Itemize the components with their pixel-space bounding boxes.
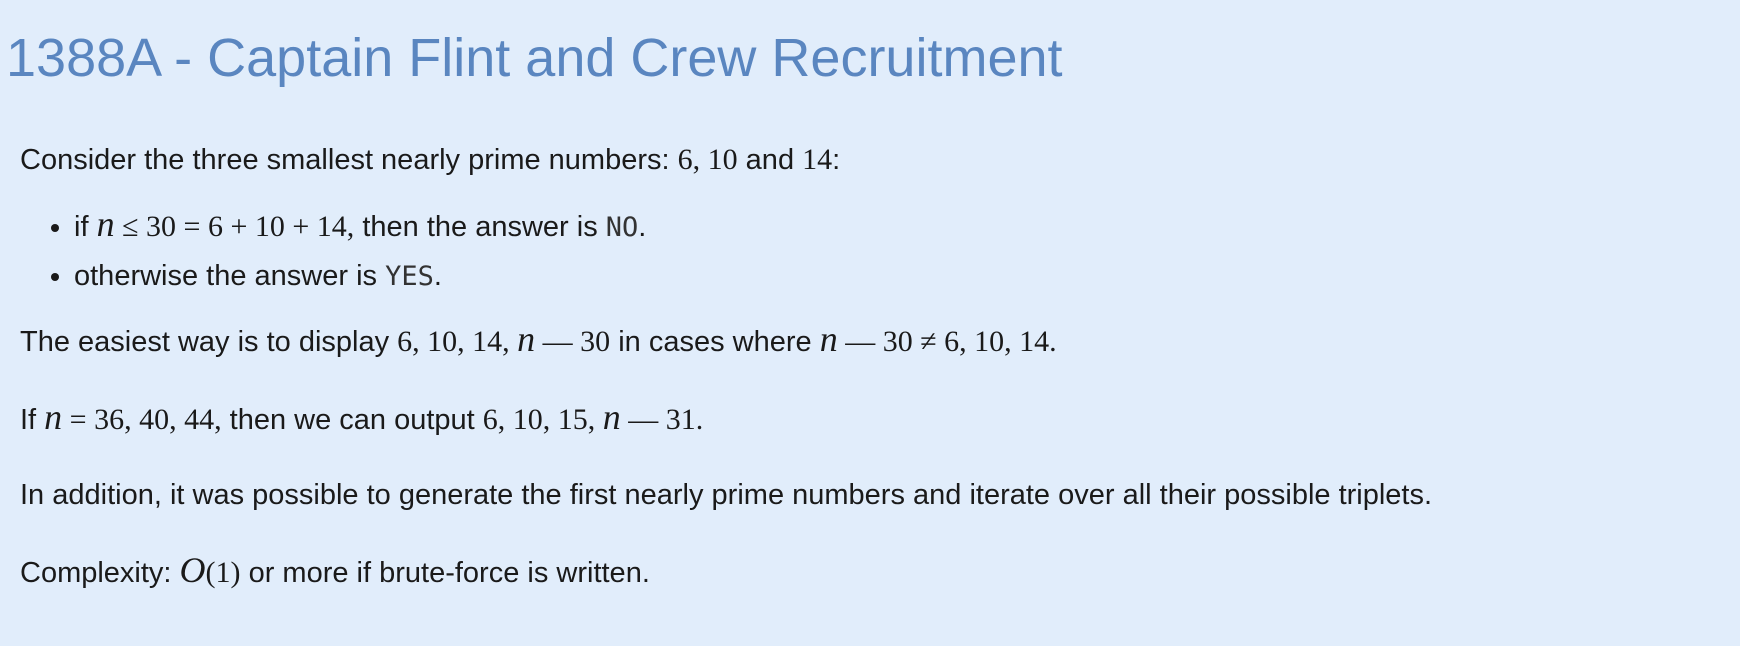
code-answer: YES [385,261,434,292]
paragraph-text: If [20,404,45,436]
math-expression: 6, 10 [677,143,738,176]
paragraph-text: or more if brute-force is written. [240,557,650,589]
code-answer: NO [605,212,639,243]
rule-text: . [638,211,647,243]
math-expression: = 36, 40, 44, [62,403,222,436]
list-item [74,200,1720,252]
math-variable: n [602,397,621,437]
rule-text: if [74,211,97,243]
rule-text: then the answer is [354,211,606,243]
paragraph-text: in cases where [610,326,820,358]
intro-end: : [832,144,841,176]
paragraph-text: then we can output [221,404,483,436]
page-title: 1388A - Captain Flint and Crew Recruitment [6,28,1063,88]
intro-paragraph [20,140,1720,180]
paragraph-text: Complexity: [20,557,180,589]
math-expression: 14 [802,143,833,176]
bruteforce-paragraph [20,475,1720,515]
editorial-content [20,140,1720,593]
math-expression: 6, 10, 15, [482,403,603,436]
math-expression: — 30 [535,325,611,358]
paragraph-text: In addition, it was possible to generate the first nearly prime numbers and iterate over all their possible triplets. [20,479,1433,511]
intro-and: and [737,144,803,176]
rule-text: otherwise the answer is [74,260,386,292]
math-variable: n [517,319,536,359]
math-expression: — 31. [620,403,704,436]
complexity-paragraph [20,550,1720,593]
math-variable: n [819,319,838,359]
math-variable: n [96,204,115,244]
answer-rules-list [20,200,1720,301]
math-expression: 6, 10, 14, [397,325,518,358]
paragraph-text: The easiest way is to display [20,326,398,358]
construction-paragraph [20,319,1720,362]
math-expression: ≤ 30 = 6 + 10 + 14, [114,210,355,243]
list-item [74,252,1720,301]
intro-text: Consider the three smallest nearly prime numbers: [20,144,678,176]
math-expression: — 30 ≠ 6, 10, 14. [837,325,1057,358]
special-case-paragraph [20,397,1720,440]
rule-text: . [433,260,442,292]
math-variable: n [44,397,63,437]
math-variable: O [179,550,206,590]
math-expression: (1) [205,556,241,589]
